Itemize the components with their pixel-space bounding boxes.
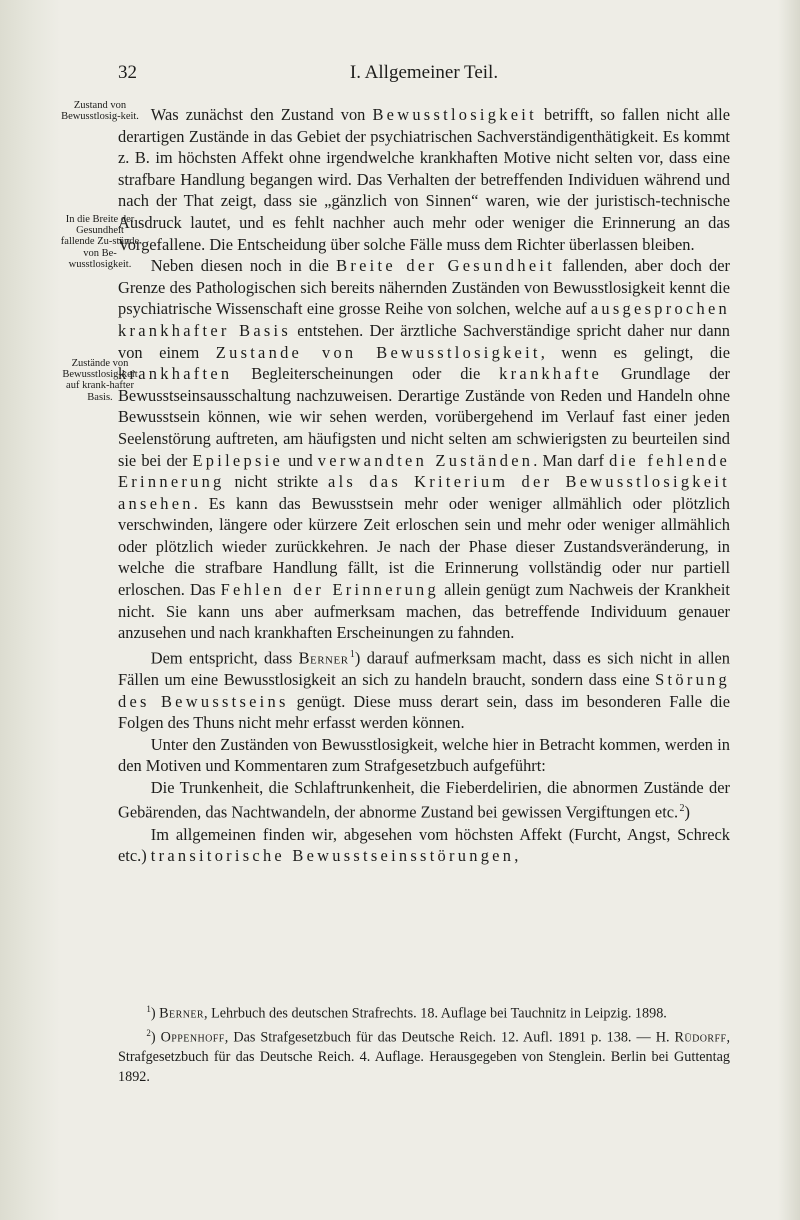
paragraph-5: Die Trunkenheit, die Schlaftrunkenheit, die Fieberdelirien, die abnormen Zustände der Gebärenden, das Nachtwandeln, der abnorme Zustand bei gewissen Vergiftungen etc. $^2$) <box>118 777 730 822</box>
paragraph-1: Was zunächst den Zustand von Bewusstlosigkeit betrifft, so fallen nicht alle derartigen Zustände in das Gebiet der psychiatrischen Sachverständigenthätigkeit. Es kommt z. B. im höchsten Affekt ohne irgendwelche krankhaften Motive nicht selten vor, dass eine strafbare Handlung begangen wird. Das Verhalten der betreffenden Individuen während und nach der That zeigt, dass sie „gänzlich von Sinnen“ waren, wie der juristisch-technische Ausdruck lautet, und es fehlt nachher auch mehr oder weniger die Erinnerung an das Vorgefallene. Die Entscheidung über solche Fälle muss dem Richter überlassen bleiben. <box>118 105 730 254</box>
footnotes <box>118 1000 730 1087</box>
footnote-ref[interactable]: 2 <box>679 803 685 815</box>
emphasis: Epilepsie <box>192 450 283 470</box>
emphasis: Fehlen der Erinnerung <box>220 580 439 600</box>
body-text <box>118 104 730 867</box>
author-name: Rüdorff <box>674 1029 727 1046</box>
page-header <box>118 62 730 86</box>
emphasis: transitorische Bewusstseinsstörungen <box>150 846 515 866</box>
emphasis: krankhafte <box>499 364 603 384</box>
footnote-1: $^1$) Berner, Lehrbuch des deutschen Strafrechts. 18. Auflage bei Tauchnitz in Leipzig. 1898. <box>146 1004 667 1022</box>
emphasis: die fehlende Erinnerung <box>118 450 731 492</box>
footnote-2: $^2$) Oppenhoff, Das Strafgesetzbuch für das Deutsche Reich. 12. Aufl. 1891 p. 138. — H. Rüdorff, Strafgesetzbuch für das Deutsche Reich. 4. Auflage. Herausgegeben von Stenglein. Berlin bei Guttentag 1892. <box>118 1028 730 1085</box>
margin-note-krankhafte-basis: Zustände von Bewusstlosig-keit auf krank-hafter Basis. <box>62 358 138 403</box>
footnote-mark: 1 <box>146 1004 151 1014</box>
paragraph-4: Unter den Zuständen von Bewusstlosigkeit, welche hier in Betracht kommen, werden in den Motiven und Kommentaren zum Strafgesetzbuch aufgeführt: <box>118 734 730 776</box>
footnote-mark: 2 <box>146 1028 151 1039</box>
margin-note-bewusstlosigkeit: Zustand von Bewusstlosig-keit. <box>61 100 139 123</box>
paragraph-3: Dem entspricht, dass Berner $^1$) darauf aufmerksam macht, dass es sich nicht in allen Fällen um eine Bewusstlosigkeit an sich zu handeln braucht, sondern dass eine Störung des Bewusstseins genügt. Diese muss derart sein, dass im besonderen Falle die Folgen des Thuns nicht mehr erfasst werden können. <box>118 648 730 733</box>
paragraph-2: Neben diesen noch in die Breite der Gesundheit fallenden, aber doch der Grenze des Pathologischen sich bereits nähernden Zuständen von Bewusstlosigkeit kennt die psychiatrische Wissenschaft eine grosse Reihe von solchen, welche auf ausgesprochen krankhafter Basis entstehen. Der ärztliche Sachverständige spricht daher nur dann von einem Zustande von Bewusstlosigkeit, wenn es gelingt, die krankhaften Begleiterscheinungen oder die krankhafte Grundlage der Bewusstseinsausschaltung nachzuweisen. Derartige Zustände von Reden und Handeln ohne Bewusstsein können, wie wir sehen werden, vorübergehend im Verlauf fast einer jeden Seelenstörung auftreten, am häufigsten und nicht selten am schwierigsten zu beurteilen sind sie bei der Epilepsie und verwandten Zuständen. Man darf die fehlende Erinnerung nicht strikte als das Kriterium der Bewusstlosigkeit ansehen. Es kann das Bewusstsein mehr oder weniger allmählich oder plötzlich verschwinden, längere oder kürzere Zeit erloschen sein und mehr oder weniger allmählich oder plötzlich wieder zurückkehren. Je nach der Phase dieser Zustandsveränderung, in welche die strafbare Handlung fällt, ist die Erinnerung vollständig oder nur partiell erloschen. Das Fehlen der Erinnerung allein genügt zum Nachweis der Krankheit nicht. Sie kann uns aber aufmerksam machen, das betreffende Individuum genauer anzusehen und nach krankhaften Erscheinungen zu fahnden. <box>118 256 731 643</box>
emphasis: verwandten Zuständen <box>317 450 534 470</box>
paragraph-6: Im allgemeinen finden wir, abgesehen vom höchsten Affekt (Furcht, Angst, Schreck etc.) transitorische Bewusstseinsstörungen, <box>118 824 730 866</box>
page-number: 32 <box>118 62 137 83</box>
emphasis: Zustande von Bewusstlosigkeit <box>215 342 541 362</box>
running-title: I. Allgemeiner Teil. <box>349 62 499 83</box>
emphasis: krankhaften <box>118 364 233 384</box>
emphasis: Bewusstlosigkeit <box>372 105 537 124</box>
emphasis: Störung des Bewusstseins <box>118 669 730 711</box>
author-name: Berner <box>298 648 349 668</box>
margin-note-breite-der-gesundheit: In die Breite der Gesundheit fallende Zu-stände von Be-wusstlosigkeit. <box>60 214 140 270</box>
footnote-ref[interactable]: 1 <box>349 648 355 660</box>
emphasis: ausgesprochen krankhafter Basis <box>118 299 730 340</box>
emphasis: als das Kriterium der Bewusstlosigkeit ansehen <box>118 472 730 513</box>
emphasis: Breite der Gesundheit <box>336 256 556 276</box>
author-name: Oppenhoff <box>160 1029 225 1046</box>
author-name: Berner <box>159 1005 204 1022</box>
